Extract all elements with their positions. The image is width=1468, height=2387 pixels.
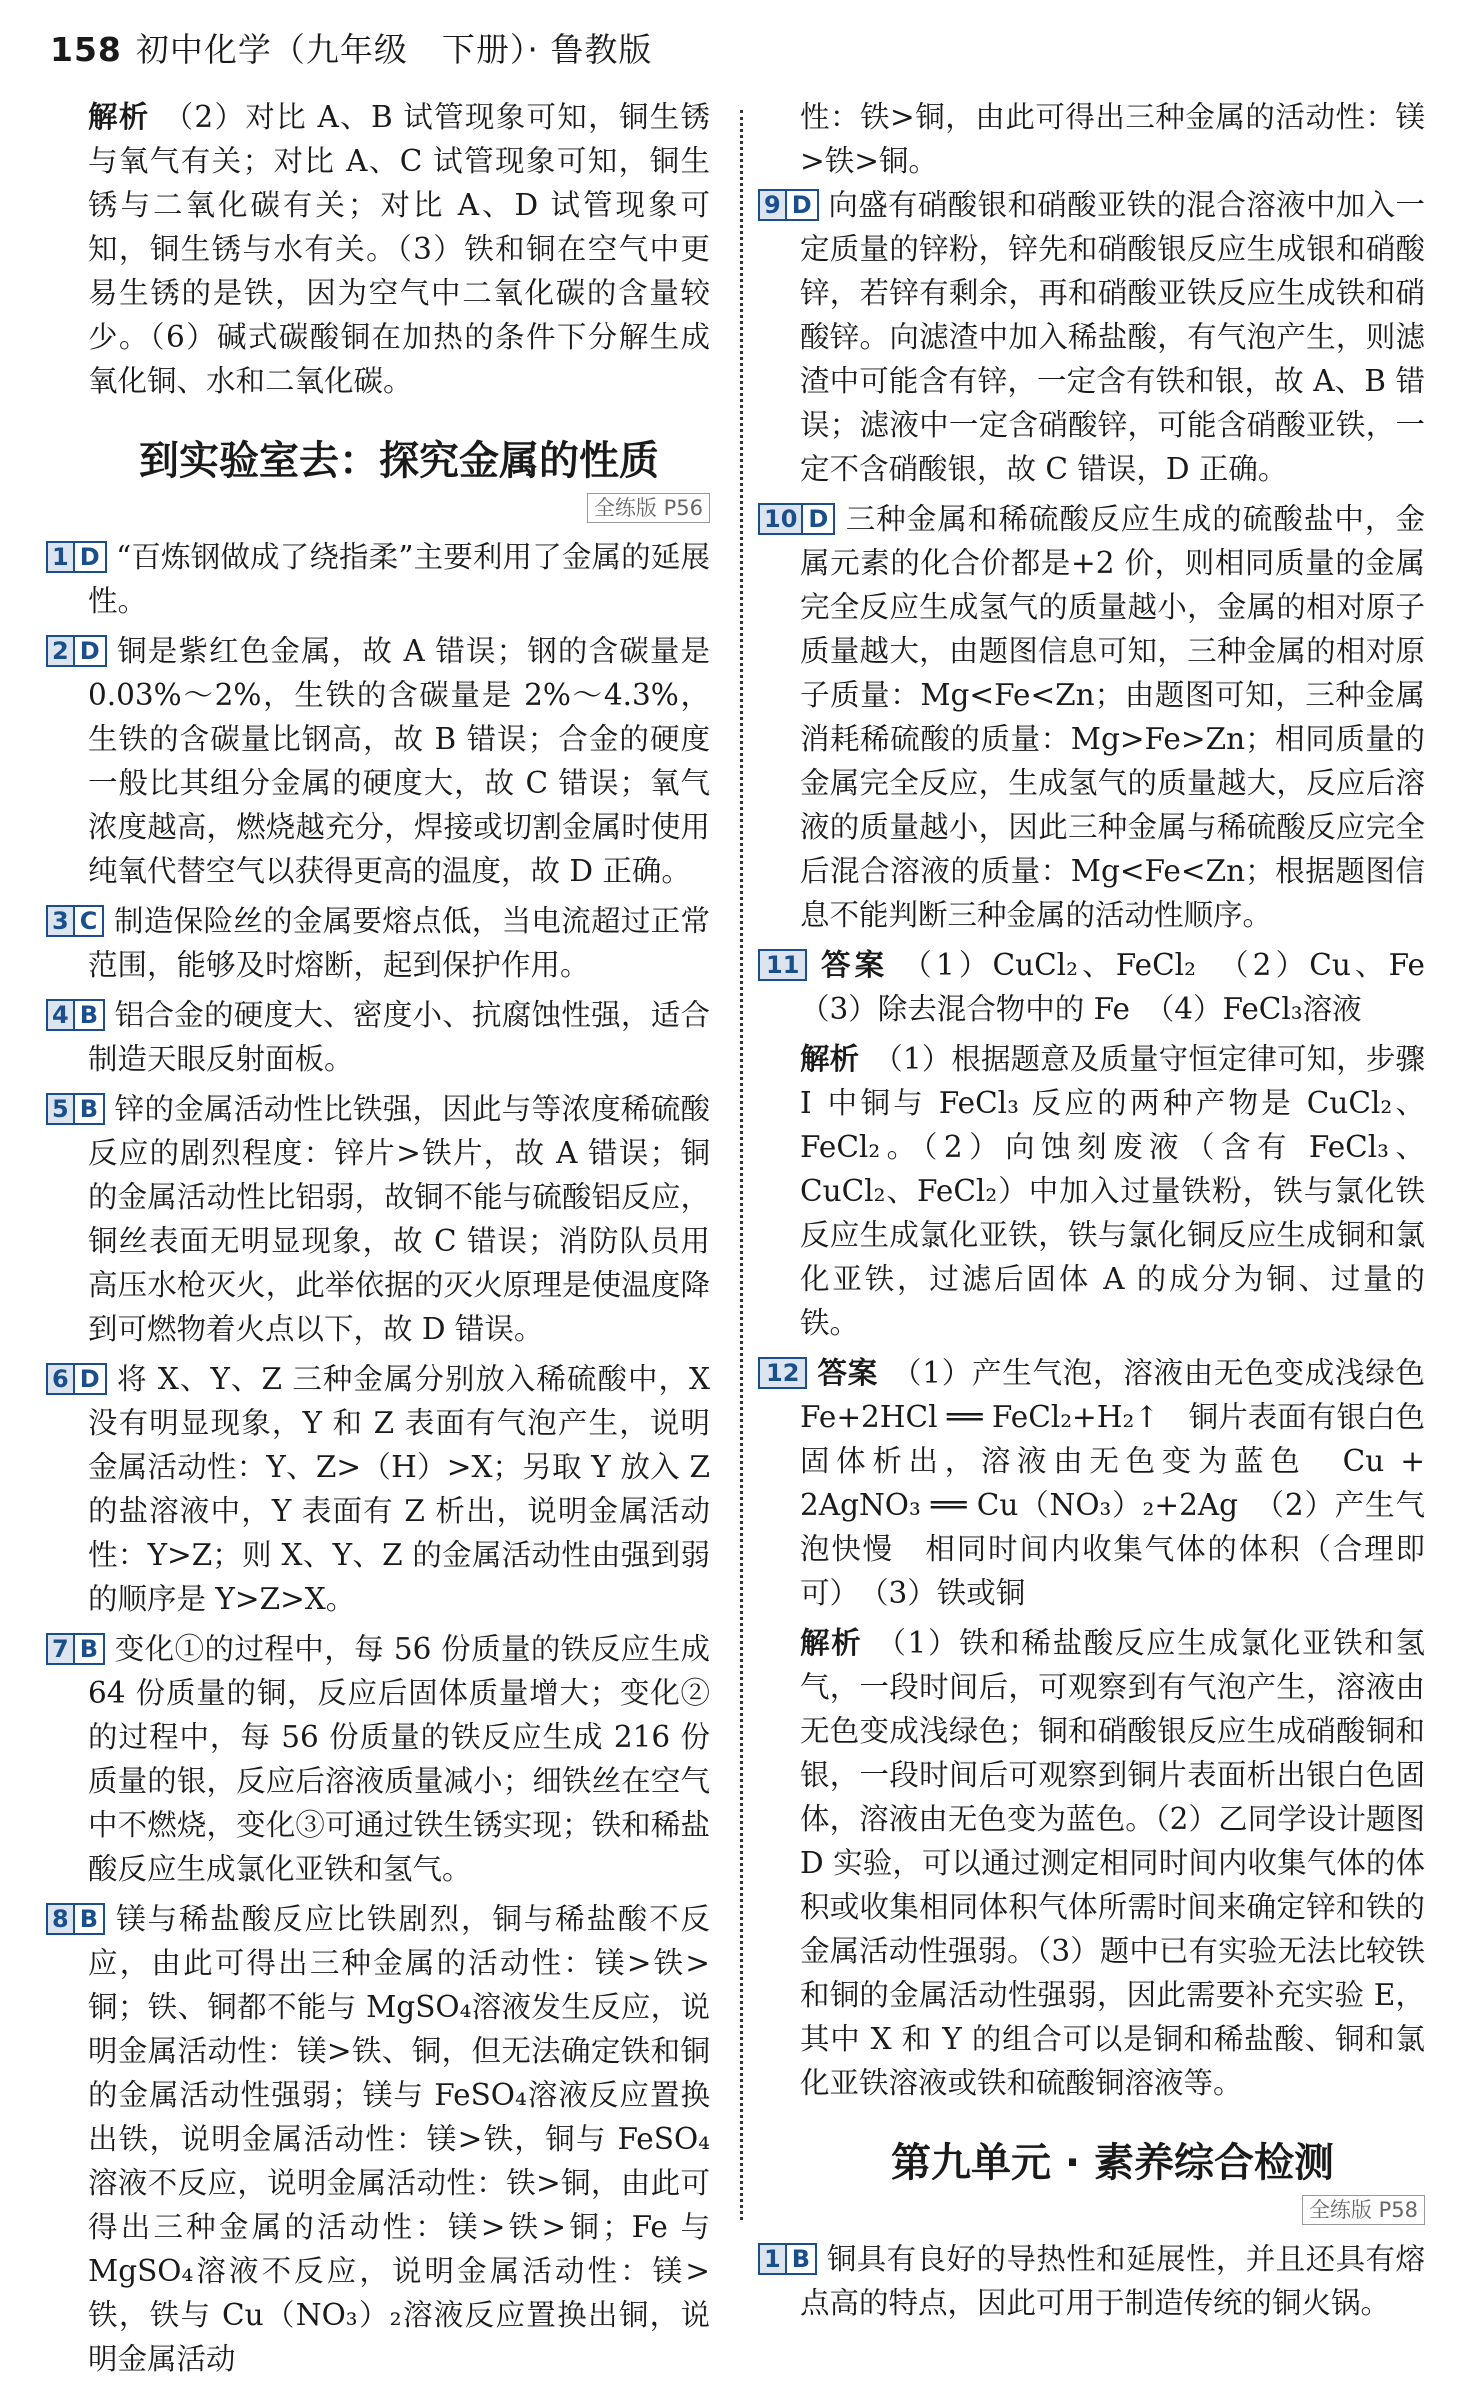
question-number: 6 [52,1365,69,1393]
question-number-badge [758,503,835,535]
answer-label: 答案 [817,1356,879,1390]
answer-item-4 [52,993,710,1081]
section-ref-label: 全练版 P58 [1302,2195,1425,2225]
answer-item-last [764,2237,1425,2325]
question-number-badge [46,635,107,667]
answer-item-7 [52,1627,710,1891]
section-ref-2 [800,2195,1425,2225]
continued-text: 性：铁>铜，由此可得出三种金属的活动性：镁>铁>铜。 [800,100,1425,178]
answer-text: （1）CuCl₂、FeCl₂ （2）Cu、Fe （3）除去混合物中的 Fe （4）FeCl₃溶液 [800,948,1455,1026]
answer-text: 锌的金属活动性比铁强，因此与等浓度稀硫酸反应的剧烈程度：锌片>铁片，故 A 错误；铜的金属活动性比铝弱，故铜不能与硫酸铝反应，铜丝表面无明显现象，故 C 错误；消防队员用高压水枪灭火，此举依据的灭火原理是使温度降到可燃物着火点以下，故 D 错误。 [88,1092,710,1346]
analysis-item-11 [800,1037,1425,1345]
question-number-badge [758,189,819,221]
question-number: 1 [52,543,69,571]
answer-choice: D [73,637,105,665]
answer-item-5 [52,1087,710,1351]
analysis-text: （1）根据题意及质量守恒定律可知，步骤 Ⅰ 中铜与 FeCl₃ 反应的两种产物是 CuCl₂、FeCl₂。（2）向蚀刻废液（含有 FeCl₃、CuCl₂、FeCl₂）中加入过量铁粉，铁与氯化铁反应生成氯化亚铁，铁与氯化铜反应生成铜和氯化亚铁，过滤后固体 A 的成分为铜、过量的铁。 [800,1042,1425,1340]
question-number: 3 [52,907,69,935]
question-number-badge [46,541,107,573]
answer-text: 铜是紫红色金属，故 A 错误；钢的含碳量是 0.03%～2%，生铁的含碳量是 2%～4.3%，生铁的含碳量比钢高，故 B 错误；合金的硬度一般比其组分金属的硬度大，故 C 错误；氧气浓度越高，燃烧越充分，焊接或切割金属时使用纯氧代替空气以获得更高的温度，故 D 正确。 [88,634,710,888]
answer-text: “百炼钢做成了绕指柔”主要利用了金属的延展性。 [88,540,710,618]
answer-choice: B [73,1001,103,1029]
page-number: 158 [50,30,122,69]
column-divider [740,110,743,2220]
answer-item-3 [52,899,710,987]
section-ref [88,493,710,523]
answer-text: 变化①的过程中，每 56 份质量的铁反应生成 64 份质量的铜，反应后固体质量增大；变化②的过程中，每 56 份质量的铁反应生成 216 份质量的银，反应后溶液质量减小；细铁丝在空气中不燃烧，变化③可通过铁生锈实现；铁和稀盐酸反应生成氯化亚铁和氢气。 [88,1632,710,1886]
question-number: 11 [758,949,807,981]
question-number: 8 [52,1905,69,1933]
answer-item-1 [52,535,710,623]
book-title: 初中化学（九年级 下册）· 鲁教版 [135,30,653,69]
question-number: 1 [764,2245,781,2273]
right-column [764,95,1455,2331]
analysis-text: （1）铁和稀盐酸反应生成氯化亚铁和氢气，一段时间后，可观察到有气泡产生，溶液由无色变成浅绿色；铜和硝酸银反应生成硝酸铜和银，一段时间后可观察到铜片表面析出银白色固体，溶液由无色变为蓝色。（2）乙同学设计题图 D 实验，可以通过测定相同时间内收集气体的体积或收集相同体积气体所需时间来确定锌和铁的金属活动性强弱。（3）题中已有实验无法比较铁和铜的金属活动性强弱，因此需要补充实验 E，其中 X 和 Y 的组合可以是铜和稀盐酸、铜和氯化亚铁溶液或铁和硫酸铜溶液等。 [800,1626,1425,2100]
answer-text: 三种金属和稀硫酸反应生成的硫酸盐中，金属元素的化合价都是+2 价，则相同质量的金属完全反应生成氢气的质量越小，金属的相对原子质量越大，由题图信息可知，三种金属的相对原子质量：Mg<Fe<Zn；由题图可知，三种金属消耗稀硫酸的质量：Mg>Fe>Zn；相同质量的金属完全反应，生成氢气的质量越大，反应后溶液的质量越小，因此三种金属与稀硫酸反应完全后混合溶液的质量：Mg<Fe<Zn；根据题图信息不能判断三种金属的活动性顺序。 [800,502,1425,932]
analysis-label: 解析 [88,100,150,134]
question-number-badge [46,1633,105,1665]
question-number-badge [46,1093,105,1125]
answer-item-10 [764,497,1425,937]
answer-item-11 [766,943,1455,1031]
answer-choice: D [73,1365,105,1393]
question-number: 5 [52,1095,69,1123]
question-number-badge [758,2243,817,2275]
answer-choice: D [785,191,817,219]
question-number: 4 [52,1001,69,1029]
section-title: 到实验室去：探究金属的性质 [139,438,659,484]
answer-text: 制造保险丝的金属要熔点低，当电流超过正常范围，能够及时熔断，起到保护作用。 [88,904,710,982]
question-number-badge [46,905,104,937]
question-number: 2 [52,637,69,665]
answer-text: 镁与稀盐酸反应比铁剧烈，铜与稀盐酸不反应，由此可得出三种金属的活动性：镁>铁>铜；铁、铜都不能与 MgSO₄溶液发生反应，说明金属活动性：镁>铁、铜，但无法确定铁和铜的金属活动性强弱；镁与 FeSO₄溶液反应置换出铁，说明金属活动性：镁>铁，铜与 FeSO₄溶液不反应，说明金属活动性：铁>铜，由此可得出三种金属的活动性：镁>铁>铜；Fe 与 MgSO₄溶液不反应，说明金属活动性：镁>铁，铁与 Cu（NO₃）₂溶液反应置换出铜，说明金属活动 [88,1902,710,2376]
answer-choice: B [73,1905,103,1933]
answer-item-2 [52,629,710,893]
answer-text: 将 X、Y、Z 三种金属分别放入稀硫酸中，X 没有明显现象，Y 和 Z 表面有气泡产生，说明金属活动性：Y、Z>（H）>X；另取 Y 放入 Z 的盐溶液中，Y 表面有 Z 析出，说明金属活动性：Y>Z；则 X、Y、Z 的金属活动性由强到弱的顺序是 Y>Z>X。 [88,1362,710,1616]
question-number-badge [46,1363,107,1395]
answer-choice: B [73,1095,103,1123]
question-number: 7 [52,1635,69,1663]
analysis-item-12 [800,1621,1425,2105]
left-answer-list [52,535,710,2381]
answer-item-8 [52,1897,710,2381]
analysis-label: 解析 [800,1042,860,1076]
page-header [50,24,652,71]
intro-analysis [88,95,710,403]
answer-choice: C [73,907,103,935]
section-ref-label: 全练版 P56 [587,493,710,523]
analysis-label: 解析 [800,1626,863,1660]
answer-text: （1）产生气泡，溶液由无色变成浅绿色 Fe+2HCl ══ FeCl₂+H₂↑ 铜片表面有银白色固体析出，溶液由无色变为蓝色 Cu + 2AgNO₃ ══ Cu（NO₃）₂+2Ag （2）产生气泡快慢 相同时间内收集气体的体积（合理即可） （3）铁或铜 [800,1356,1455,1610]
answer-text: 铜具有良好的导热性和延展性，并且还具有熔点高的特点，因此可用于制造传统的铜火锅。 [800,2242,1425,2320]
analysis-text: （2）对比 A、B 试管现象可知，铜生锈与氧气有关；对比 A、C 试管现象可知，铜生锈与二氧化碳有关；对比 A、D 试管现象可知，铜生锈与水有关。（3）铁和铜在空气中更易生锈的是铁，因为空气中二氧化碳的含量较少。（6）碱式碳酸铜在加热的条件下分解生成氧化铜、水和二氧化碳。 [88,100,710,398]
answer-text: 向盛有硝酸银和硝酸亚铁的混合溶液中加入一定质量的锌粉，锌先和硝酸银反应生成银和硝酸锌，若锌有剩余，再和硝酸亚铁反应生成铁和硝酸锌。向滤渣中加入稀盐酸，有气泡产生，则滤渣中可能含有锌，一定含有铁和银，故 A、B 错误；滤液中一定含硝酸锌，可能含硝酸亚铁，一定不含硝酸银，故 C 错误，D 正确。 [800,188,1425,486]
answer-choice: B [785,2245,815,2273]
answer-item-6 [52,1357,710,1621]
question-number-badge [46,1903,105,1935]
answer-choice: D [801,505,833,533]
question-number: 12 [758,1357,807,1389]
answer-choice: B [73,1635,103,1663]
left-column [52,95,710,2387]
question-number-badge [46,999,105,1031]
answer-item-9 [764,183,1425,491]
answer-item-12 [766,1351,1455,1615]
answer-label: 答案 [820,948,889,982]
question-number: 9 [764,191,781,219]
question-number: 10 [764,505,798,533]
answer-choice: D [73,543,105,571]
section-title-2: 第九单元 · 素养综合检测 [890,2140,1335,2186]
answer-text: 铝合金的硬度大、密度小、抗腐蚀性强，适合制造天眼反射面板。 [88,998,710,1076]
right-answer-list [764,183,1425,937]
